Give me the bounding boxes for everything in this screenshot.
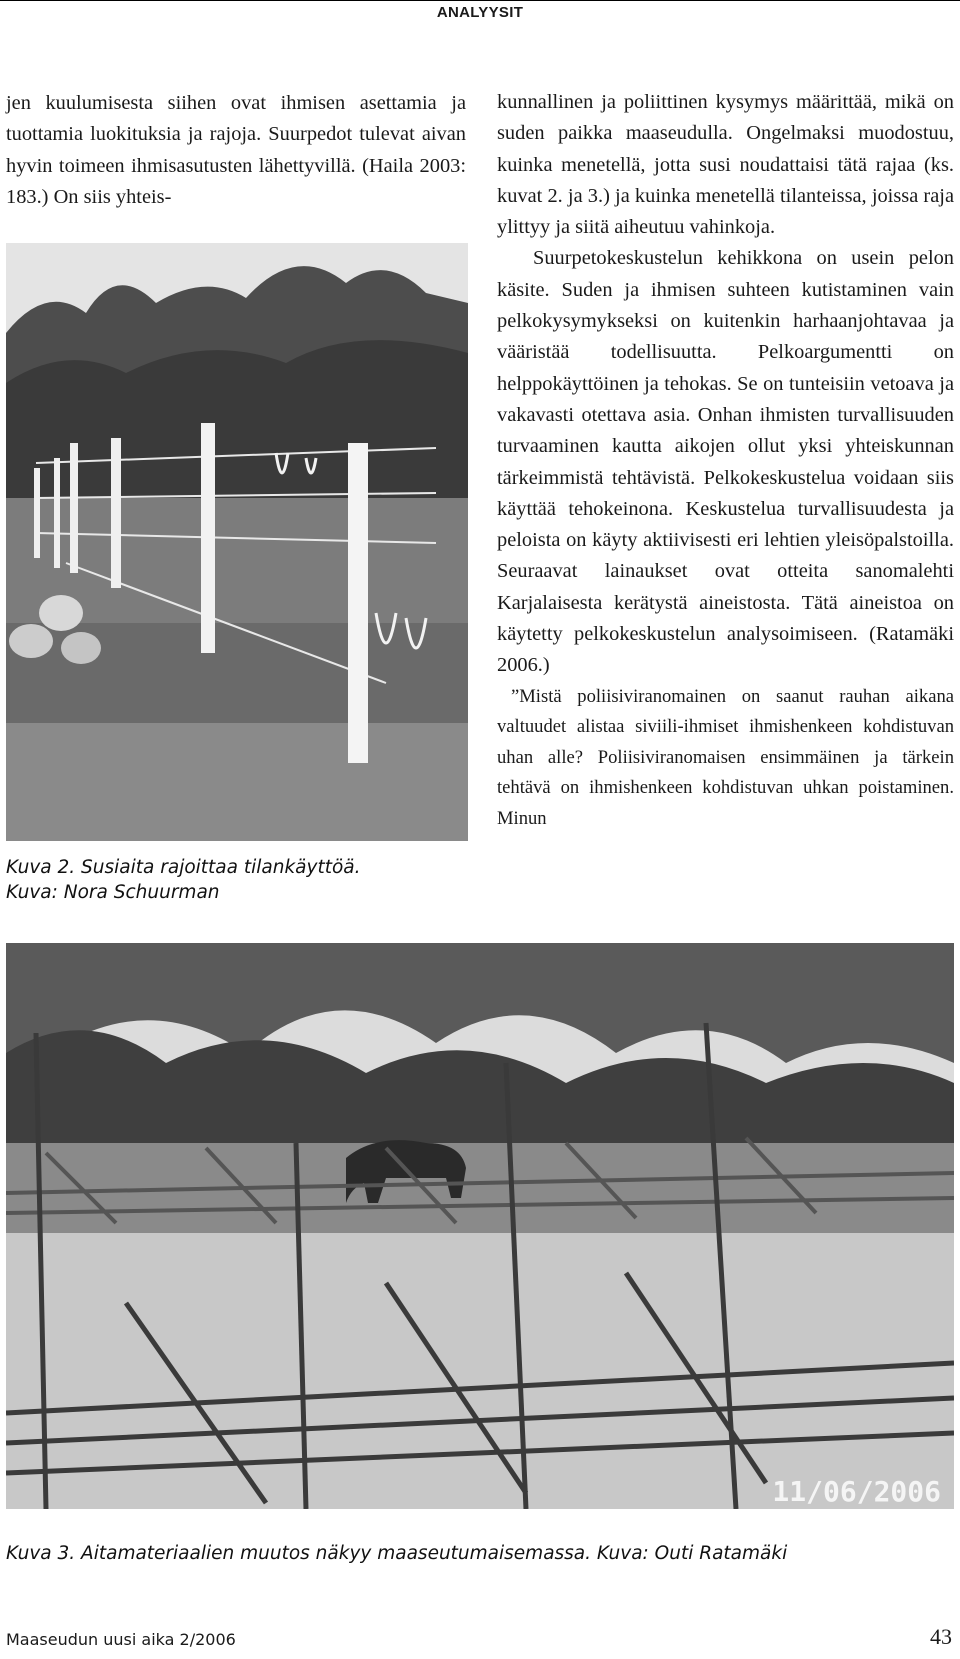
figure-2-caption-credit: Kuva: Nora Schuurman — [6, 882, 220, 903]
section-title: ANALYYSIT — [436, 4, 524, 21]
section-header — [0, 0, 960, 26]
publication-name: Maaseudun uusi aika 2/2006 — [6, 1630, 236, 1649]
left-paragraph: jen kuulumisesta siihen ovat ihmisen asettamia ja tuottamia luokituksia ja rajoja. Suurpedot tulevat aivan hyvin toimeen ihmisasutusten lähettyvillä. (Haila 2003: 183.) On siis yhteis- — [6, 92, 466, 208]
figure-3-photo — [6, 943, 954, 1509]
right-column — [497, 87, 954, 835]
right-paragraph-2: Suurpetokeskustelun kehikkona on usein pelon käsite. Suden ja ihmisen suhteen kutistaminen vain pelkokysymykseksi on kuitenkin harhaanjohtavaa ja vääristää todellisuutta. Pelkoargumentti on helppokäyttöinen ja tehokas. Se on tunteisiin vetoava ja vakavasti otettava asia. Onhan ihmisten turvallisuuden turvaaminen kautta aikojen ollut yksi yhteiskunnan tärkeimmistä tehtävistä. Pelkokeskustelua voidaan siis käyttää tehokeinona. Keskustelua turvallisuudesta ja peloista on käyty aktiivisesti eri lehtien yleisöpalstoilla. Seuraavat lainaukset ovat otteita sanomalehti Karjalaisesta kerätystä aineistosta. Tätä aineistoa on käytetty pelkokeskustelun analysoimiseen. (Ratamäki 2006.) — [497, 247, 954, 677]
page-number: 43 — [930, 1624, 952, 1649]
figure-2-photo — [6, 243, 468, 841]
figure-2-caption — [6, 855, 466, 905]
date-stamp: 11/06/2006 — [772, 1475, 941, 1508]
right-paragraph-1: kunnallinen ja poliittinen kysymys määrittää, mikä on suden paikka maaseudulla. Ongelmaksi muodostuu, kuinka menetellä, jotta susi noudattaisi tätä rajaa (ks. kuvat 2. ja 3.) ja kuinka menetellä tilanteissa, joissa raja ylittyy ja siitä aiheutuu vahinkoja. — [497, 91, 954, 239]
figure-3-caption: Kuva 3. Aitamateriaalien muutos näkyy maaseutumaisemassa. Kuva: Outi Ratamäki — [6, 1543, 788, 1564]
quote-paragraph: ”Mistä poliisiviranomainen on saanut rauhan aikana valtuudet alistaa siviili-ihmiset ihmishenkeen kohdistuvan uhan alle? Poliisiviranomaisen ensimmäinen ja tärkein tehtävä on ihmishenkeen kohdistuvan uhkan poistaminen. Minun — [497, 685, 954, 830]
figure-2-caption-title: Kuva 2. Susiaita rajoittaa tilankäyttöä. — [6, 857, 361, 878]
header-rule — [0, 0, 960, 1]
left-column — [6, 88, 466, 213]
